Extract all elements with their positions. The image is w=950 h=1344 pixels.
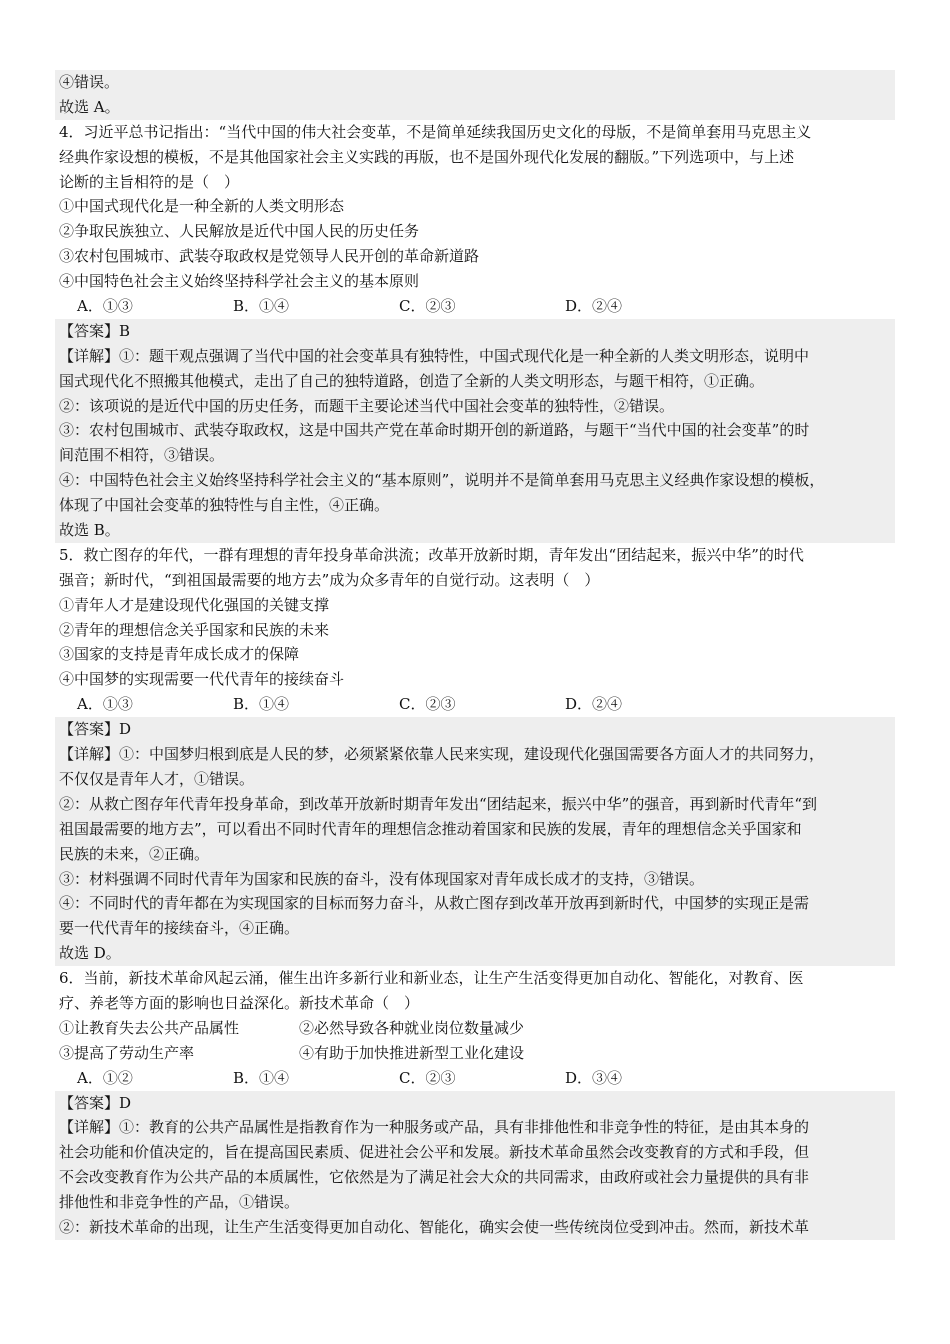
explanation-line: ④：中国特色社会主义始终坚持科学社会主义的“基本原则”，说明并不是简单套用马克思主义经典作家设想的模板， [55,468,895,493]
explanation-line: 民族的未来，②正确。 [55,842,895,867]
question-6-statement-row [55,1041,895,1066]
option-d: D．②④ [565,297,623,316]
explanation-line: 【详解】①：教育的公共产品属性是指教育作为一种服务或产品，具有非排他性和非竞争性的特征，是由其本身的 [55,1115,895,1140]
option-b: B．①④ [233,695,290,714]
question-5-stem: 5．救亡图存的年代，一群有理想的青年投身革命洪流；改革开放新时期，青年发出“团结起来，振兴中华”的时代 [59,545,804,564]
question-6-statement-row [55,1016,895,1041]
question-4-statement: ④中国特色社会主义始终坚持科学社会主义的基本原则 [59,272,420,291]
question-5-statement: ②青年的理想信念关乎国家和民族的未来 [59,620,330,639]
explanation-line: 排他性和非竞争性的产品，①错误。 [55,1190,895,1215]
question-5-statement: ①青年人才是建设现代化强国的关键支撑 [59,595,330,614]
option-a: A．①② [77,1068,133,1087]
option-c: C．②③ [399,695,456,714]
explanation-line: 不会改变教育作为公共产品的本质属性，它依然是为了满足社会大众的共同需求，由政府或社会力量提供的具有非 [55,1165,895,1190]
explanation-line: ④：不同时代的青年都在为实现国家的目标而努力奋斗，从救亡图存到改革开放再到新时代，中国梦的实现正是需 [55,891,895,916]
question-5-options [55,692,895,717]
explanation-line: ②：新技术革命的出现，让生产生活变得更加自动化、智能化，确实会使一些传统岗位受到冲击。然而，新技术革 [55,1215,895,1240]
explanation-line: 间范围不相符，③错误。 [55,443,895,468]
question-5-statement: ④中国梦的实现需要一代代青年的接续奋斗 [59,670,345,689]
question-6-stem: 6．当前，新技术革命风起云涌，催生出许多新行业和新业态，让生产生活变得更加自动化、智能化，对教育、医 [59,969,804,988]
explanation-line: 国式现代化不照搬其他模式，走出了自己的独特道路，创造了全新的人类文明形态，与题干相符，①正确。 [55,369,895,394]
question-4-stem: 经典作家设想的模板，不是其他国家社会主义实践的再版，也不是国外现代化发展的翻版。”下列选项中，与上述 [59,147,795,166]
explanation-line: 社会功能和价值决定的，旨在提高国民素质、促进社会公平和发展。新技术革命虽然会改变教育的方式和手段，但 [55,1140,895,1165]
option-b: B．①④ [233,1068,290,1087]
option-d: D．③④ [565,1068,623,1087]
question-6-statement: ③提高了劳动生产率 [59,1043,195,1062]
question-4-statement: ①中国式现代化是一种全新的人类文明形态 [59,197,345,216]
explanation-line: ②：从救亡图存年代青年投身革命，到改革开放新时期青年发出“团结起来，振兴中华”的强音，再到新时代青年“到 [55,792,895,817]
option-a: A．①③ [77,695,133,714]
conclusion-line: 故选 D。 [55,941,895,966]
option-d: D．②④ [565,695,623,714]
explanation-line: ③：农村包围城市、武装夺取政权，这是中国共产党在革命时期开创的新道路，与题干“当代中国的社会变革”的时 [55,418,895,443]
question-6-statement: ②必然导致各种就业岗位数量减少 [299,1018,525,1037]
document-page [55,70,895,1240]
question-4-stem: 4．习近平总书记指出：“当代中国的伟大社会变革，不是简单延续我国历史文化的母版，不是简单套用马克思主义 [59,122,812,141]
question-4-stem: 论断的主旨相符的是（ ） [59,172,240,191]
question-4-options [55,294,895,319]
question-5-statement: ③国家的支持是青年成长成才的保障 [59,645,300,664]
explanation-line: 【详解】①：中国梦归根到底是人民的梦，必须紧紧依靠人民来实现，建设现代化强国需要各方面人才的共同努力， [55,742,895,767]
question-5-stem: 强音；新时代，“到祖国最需要的地方去”成为众多青年的自觉行动。这表明（ ） [59,570,600,589]
conclusion-line: 故选 B。 [55,518,895,543]
explanation-line: ②：该项说的是近代中国的历史任务，而题干主要论述当代中国社会变革的独特性，②错误。 [55,394,895,419]
explanation-line: 不仅仅是青年人才，①错误。 [55,767,895,792]
text-line: ④错误。 [55,70,895,95]
option-a: A．①③ [77,297,133,316]
explanation-line: ③：材料强调不同时代青年为国家和民族的奋斗，没有体现国家对青年成长成才的支持，③错误。 [55,867,895,892]
option-c: C．②③ [399,297,456,316]
option-c: C．②③ [399,1068,456,1087]
answer-line: 【答案】B [55,319,895,344]
question-4-statement: ②争取民族独立、人民解放是近代中国人民的历史任务 [59,222,420,241]
explanation-line: 体现了中国社会变革的独特性与自主性，④正确。 [55,493,895,518]
question-6-statement: ④有助于加快推进新型工业化建设 [299,1043,525,1062]
question-6-options [55,1066,895,1091]
explanation-line: 祖国最需要的地方去”，可以看出不同时代青年的理想信念推动着国家和民族的发展，青年的理想信念关乎国家和 [55,817,895,842]
text-line: 故选 A。 [55,95,895,120]
question-4-statement: ③农村包围城市、武装夺取政权是党领导人民开创的革命新道路 [59,247,480,266]
question-6-stem: 疗、养老等方面的影响也日益深化。新技术革命（ ） [59,993,420,1012]
answer-line: 【答案】D [55,1091,895,1116]
option-b: B．①④ [233,297,290,316]
answer-line: 【答案】D [55,717,895,742]
question-6-statement: ①让教育失去公共产品属性 [59,1018,240,1037]
explanation-line: 要一代代青年的接续奋斗，④正确。 [55,916,895,941]
explanation-line: 【详解】①：题干观点强调了当代中国的社会变革具有独特性，中国式现代化是一种全新的人类文明形态，说明中 [55,344,895,369]
